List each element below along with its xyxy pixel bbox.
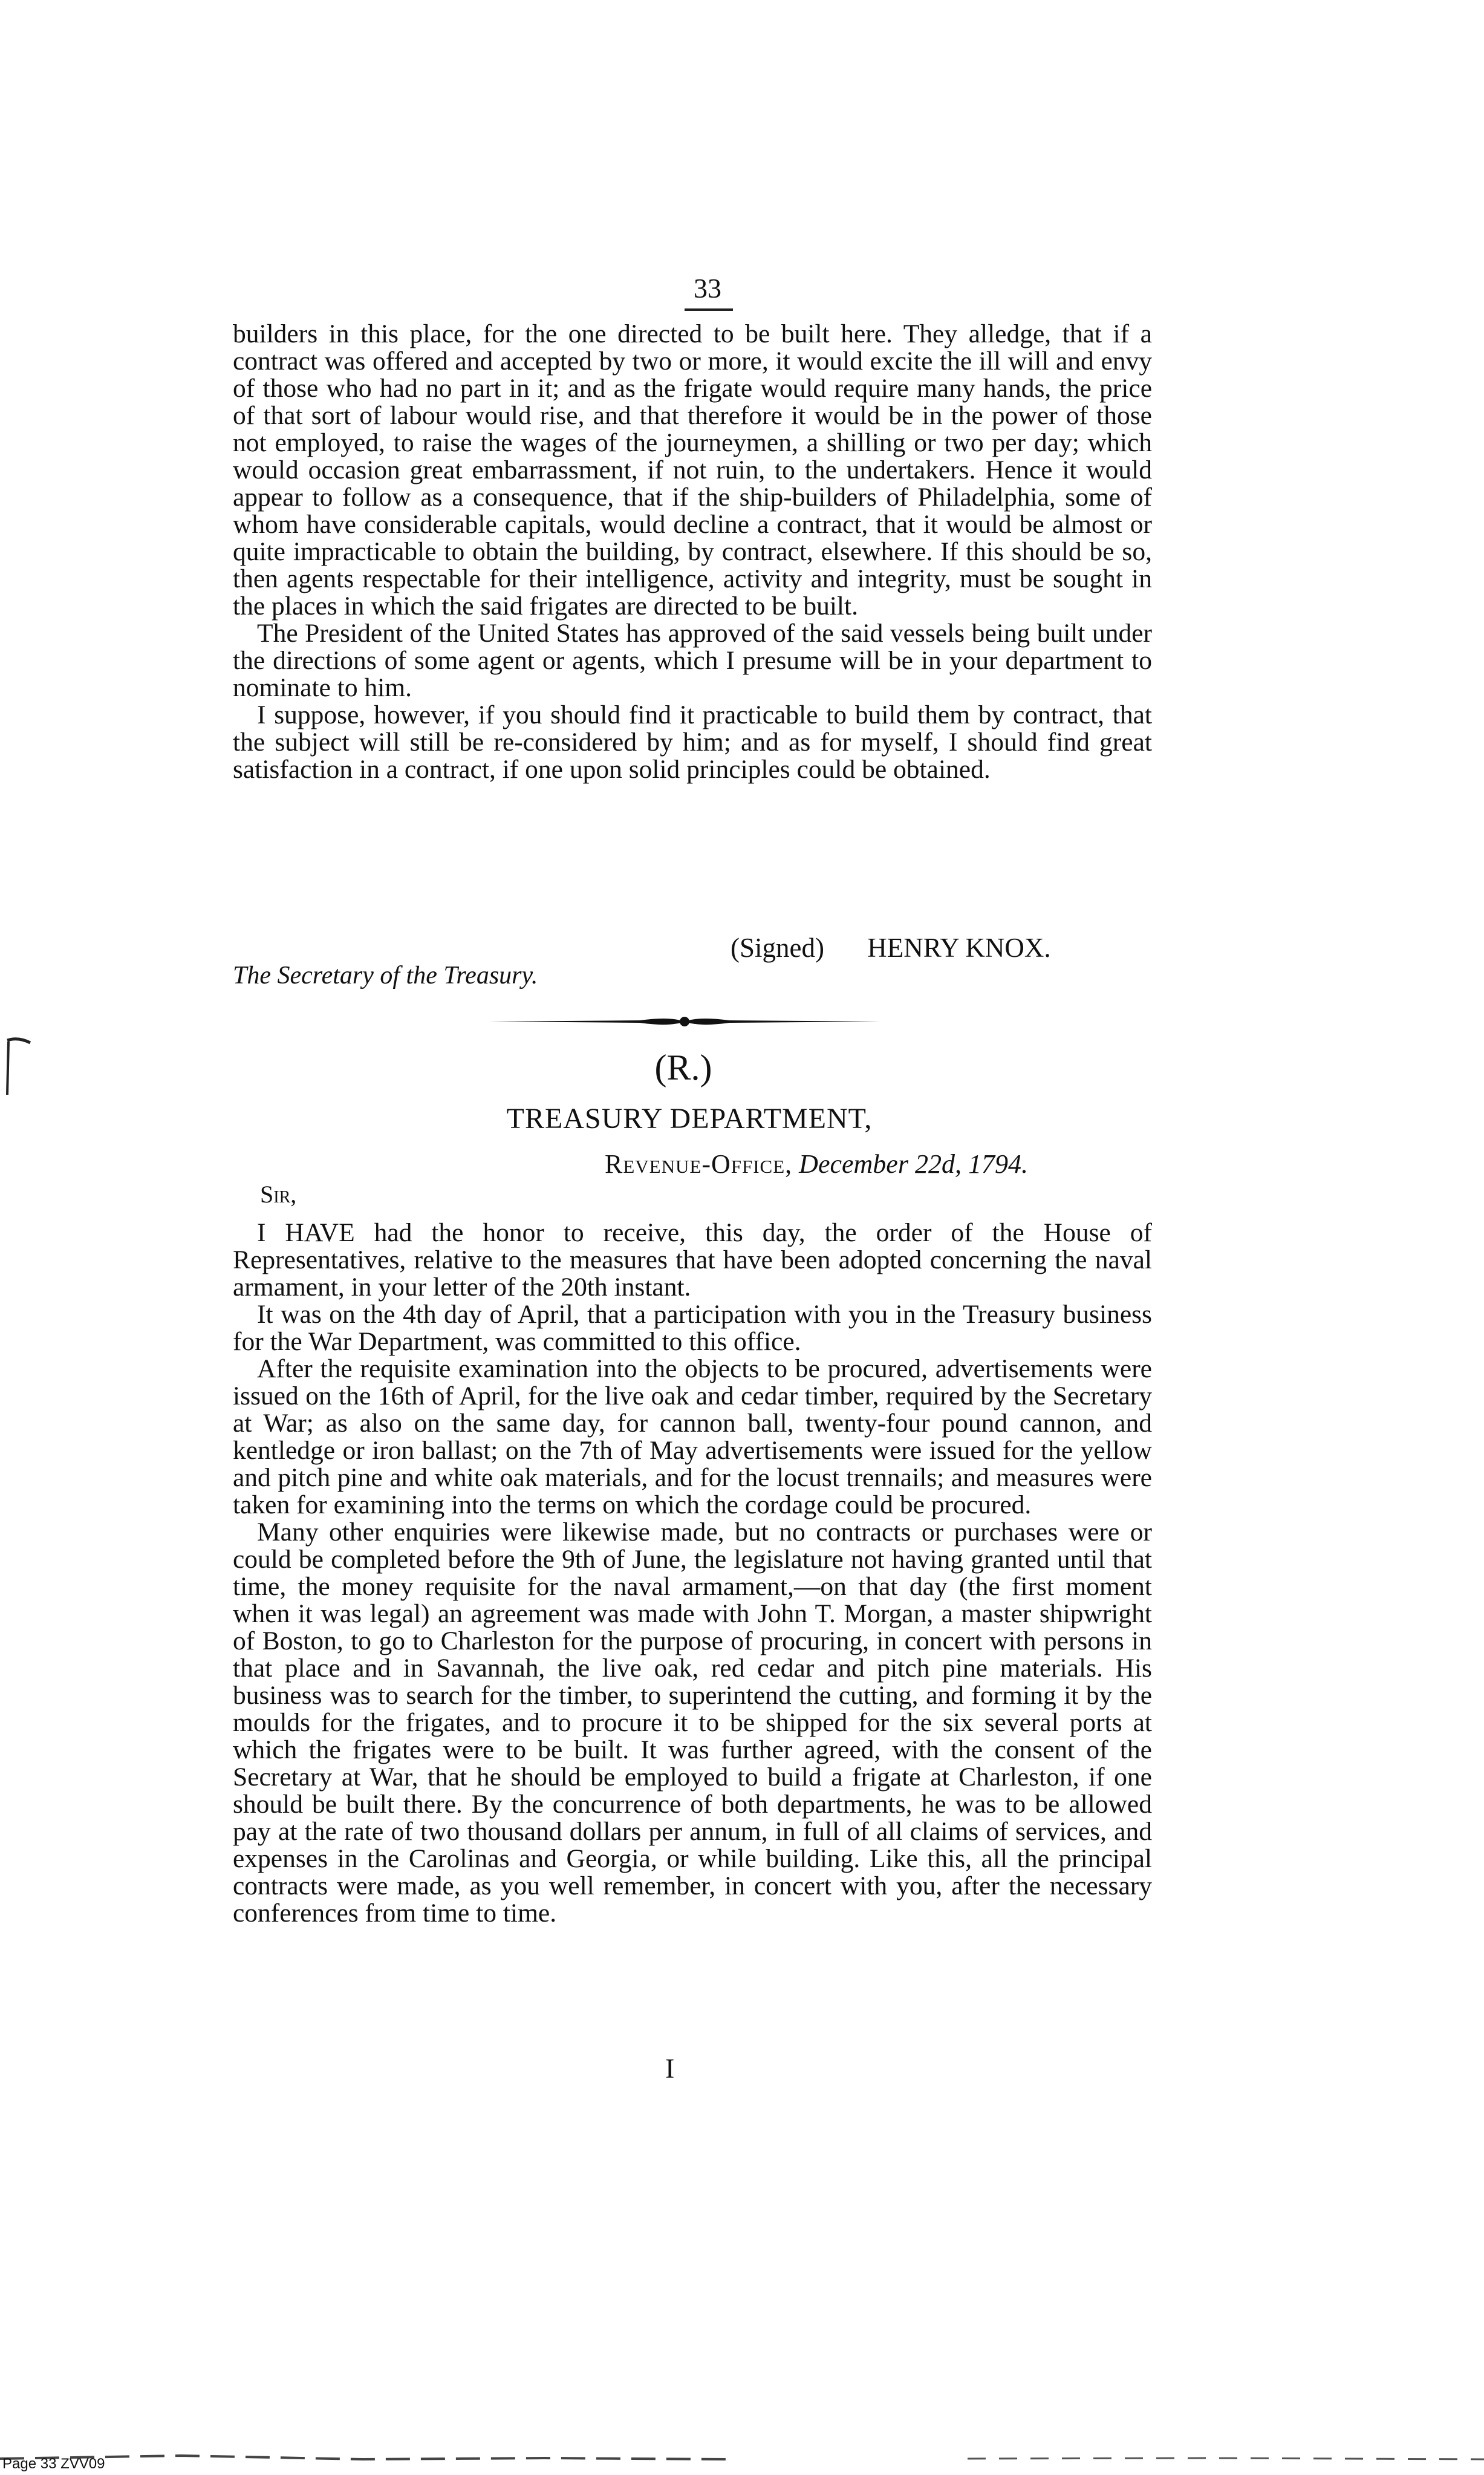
section-letter-heading: (R.)	[654, 1048, 712, 1088]
office-date-line	[605, 1149, 1028, 1179]
letter-knox-paragraph-2: The President of the United States has approved of the said vessels being built under the directions of some agent or agents, which I presume will be in your department to nominate to him.	[233, 619, 1152, 702]
letter-treasury-paragraph-3: After the requisite examination into the objects to be procured, advertisements were issued on the 16th of April, for the live oak and cedar timber, required by the Secretary at War; as also on the same day, for cannon ball, twenty-four pound cannon, and kentledge or iron ballast; on the 7th of May advertisements were issued for the yellow and pitch pine and white oak materials, and for the locust trennails; and measures were taken for examining into the terms on which the cordage could be procured.	[233, 1354, 1152, 1519]
letter-date: December 22d, 1794.	[799, 1149, 1028, 1179]
signed-label: (Signed)	[731, 933, 824, 963]
letter-knox-paragraph-3: I suppose, however, if you should find it practicable to build them by contract, that the subject will still be re-considered by him; and as for myself, I should find great satisfaction in a contract, if one upon solid principles could be obtained.	[233, 700, 1152, 784]
page-footer-label: Page 33 ZVV09	[2, 2456, 105, 2472]
section-divider-ornament	[489, 1014, 880, 1029]
letter-knox-body	[233, 321, 1152, 783]
scan-margin-mark	[0, 1028, 36, 1101]
letter-treasury-paragraph-2: It was on the 4th day of April, that a participation with you in the Treasury business for the War Department, was committed to this office.	[233, 1300, 1152, 1356]
signature-line	[731, 933, 1051, 963]
letter-knox-paragraph-1: builders in this place, for the one directed to be built here. They alledge, that if a contract was offered and accepted by two or more, it would excite the ill will and envy of those who had no part in it; and as the frigate would require many hands, the price of that sort of labour would rise, and that therefore it would be in the power of those not employed, to raise the wages of the journeymen, a shilling or two per day; which would occasion great embarrassment, if not ruin, to the undertakers. Hence it would appear to follow as a consequence, that if the ship-builders of Philadelphia, some of whom have considerable capitals, would decline a contract, that it would be almost or quite impracticable to obtain the building, by contract, elsewhere. If this should be so, then agents respectable for their intelligence, activity and integrity, must be sought in the places in which the said frigates are directed to be built.	[233, 319, 1152, 621]
page-number: 33	[694, 273, 721, 304]
office-name: Revenue-Office,	[605, 1149, 793, 1179]
letter-treasury-body	[233, 1219, 1152, 1927]
scan-bottom-edge	[0, 2444, 1484, 2468]
letter-treasury-paragraph-1: I HAVE had the honor to receive, this day, the order of the House of Representatives, relative to the measures that have been adopted concerning the naval armament, in your letter of the 20th instant.	[233, 1218, 1152, 1302]
signatory-name: HENRY KNOX.	[867, 933, 1051, 963]
page-number-underline	[685, 308, 733, 311]
salutation: Sir,	[260, 1181, 297, 1208]
catchword: I	[665, 2053, 675, 2084]
letter-addressee: The Secretary of the Treasury.	[233, 962, 538, 990]
letter-treasury-paragraph-4: Many other enquiries were likewise made, but no contracts or purchases were or could be completed before the 9th of June, the legislature not having granted until that time, the money requisite for the naval armament,—on that day (the first moment when it was legal) an agreement was made with John T. Morgan, a master shipwright of Boston, to go to Charleston for the purpose of procuring, in concert with persons in that place and in Savannah, the live oak, red cedar and pitch pine materials. His business was to search for the timber, to superintend the cutting, and forming it by the moulds for the frigates, and to procure it to be shipped for the six several ports at which the frigates were to be built. It was further agreed, with the consent of the Secretary at War, that he should be employed to build a frigate at Charleston, if one should be built there. By the concurrence of both departments, he was to be allowed pay at the rate of two thousand dollars per annum, in full of all claims of services, and expenses in the Carolinas and Georgia, or while building. Like this, all the principal contracts were made, as you well remember, in concert with you, after the necessary conferences from time to time.	[233, 1518, 1152, 1928]
department-heading: TREASURY DEPARTMENT,	[506, 1103, 873, 1135]
